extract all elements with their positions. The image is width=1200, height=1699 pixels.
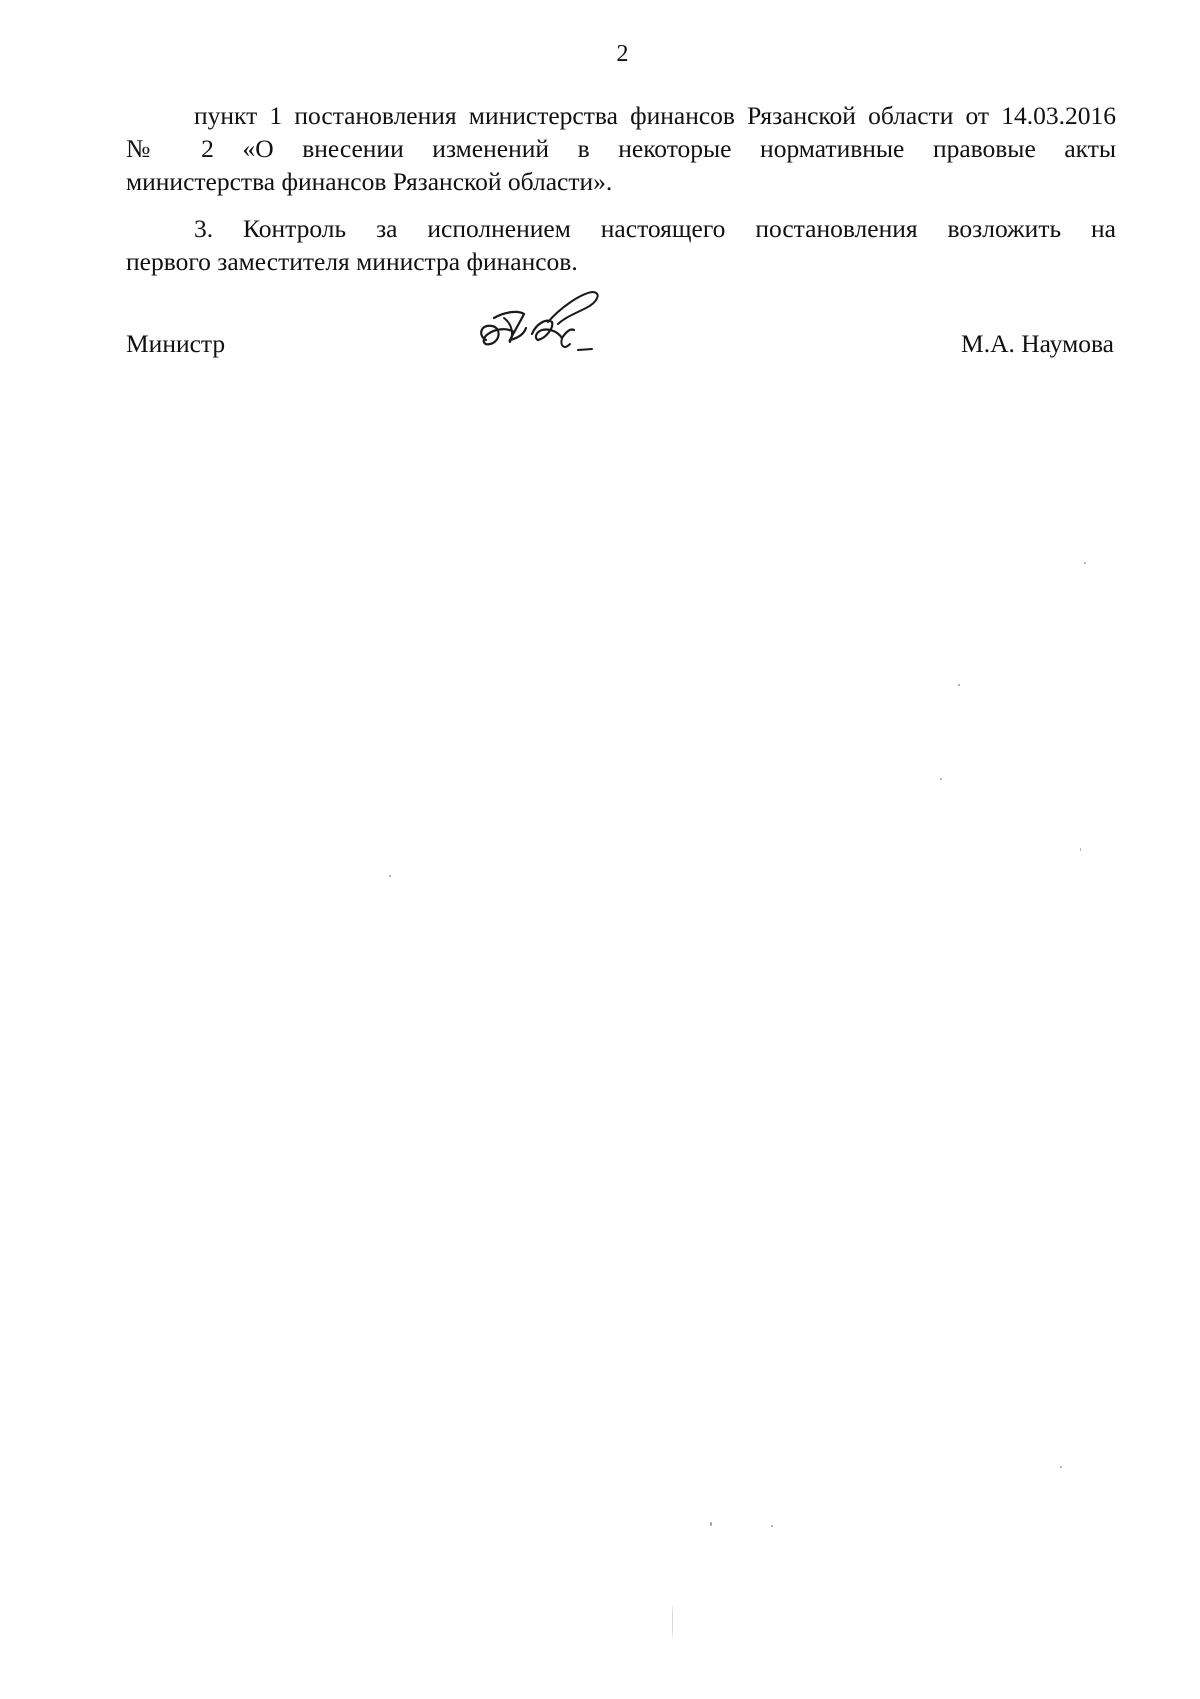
paragraph-line: № 2 «О внесении изменений в некоторые нормативные правовые акты [126, 134, 1116, 163]
signatory-title: Министр [126, 329, 226, 358]
scan-speck [940, 778, 942, 780]
scan-speck [771, 1525, 773, 1527]
handwritten-signature [474, 288, 614, 368]
paragraph-line: пункт 1 постановления министерства финансов Рязанской области от 14.03.2016 [194, 101, 1116, 130]
signatory-name: М.А. Наумова [961, 329, 1114, 358]
scan-speck [389, 875, 391, 877]
page-number: 2 [616, 41, 629, 67]
paragraph-line: первого заместителя министра финансов. [126, 247, 578, 276]
paragraph-amendment-reference [126, 99, 1116, 198]
signature-block [126, 327, 1114, 367]
paragraph-line: министерства финансов Рязанской области». [126, 167, 613, 196]
scan-speck [1084, 562, 1086, 564]
scan-speck [958, 684, 960, 686]
scan-speck [710, 1522, 712, 1526]
paragraph-control-clause [126, 212, 1116, 278]
paragraph-line: 3. Контроль за исполнением настоящего постановления возложить на [194, 214, 1116, 243]
scan-speck [1080, 848, 1081, 851]
scan-speck [1060, 1466, 1062, 1468]
scan-speck [672, 1605, 673, 1639]
